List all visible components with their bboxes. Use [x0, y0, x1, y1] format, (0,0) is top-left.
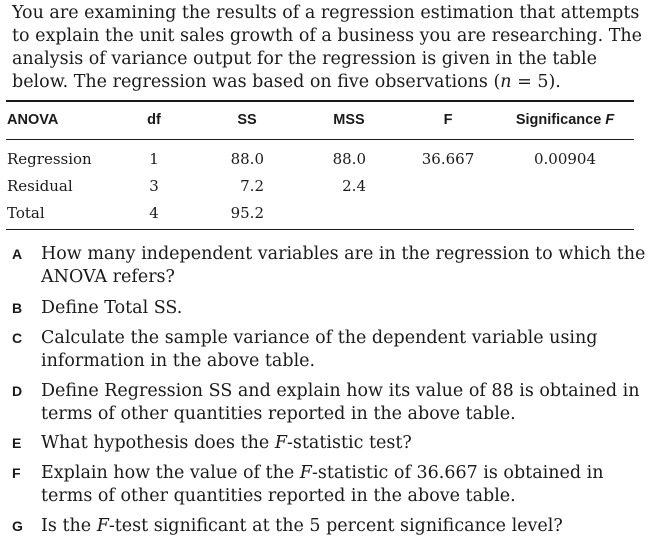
question-e-f-symbol: F — [274, 433, 287, 453]
table-header-rule — [6, 139, 634, 140]
question-e-text — [41, 432, 653, 455]
question-f-post: -statistic of 36.667 is obtained in terms of other quantities reported in the above table. — [41, 463, 604, 506]
problem-intro — [12, 2, 652, 94]
row-total-df: 4 — [149, 204, 159, 222]
question-c-text: Calculate the sample variance of the dependent variable using information in the above table. — [41, 328, 598, 371]
question-e-letter: E — [12, 435, 22, 451]
row-regression-label: Regression — [7, 150, 92, 168]
question-a-text: How many independent variables are in the regression to which the ANOVA refers? — [41, 244, 646, 287]
row-regression-mss: 88.0 — [332, 150, 366, 168]
question-b-text: Define Total SS. — [41, 298, 183, 318]
header-df: df — [147, 112, 161, 128]
question-d-letter: D — [12, 383, 23, 399]
question-c-letter: C — [12, 330, 23, 346]
question-g-f-symbol: F — [96, 516, 109, 536]
header-f: F — [443, 112, 453, 128]
intro-text-1: You are examining the results of a regression estimation that attempts to explain the unit sales growth of a business you are researching. The analysis of variance output for the regression is given in the table below. The regression was based on five observations ( — [12, 3, 643, 92]
question-a-letter: A — [12, 246, 23, 262]
row-residual-mss: 2.4 — [342, 177, 366, 195]
question-f-pre: Explain how the value of the — [41, 463, 300, 483]
header-mss: MSS — [333, 112, 365, 128]
header-anova: ANOVA — [7, 112, 59, 128]
question-g-text — [41, 515, 653, 538]
question-f-f-symbol: F — [299, 463, 312, 483]
question-g-letter: G — [12, 518, 23, 534]
question-g-pre: Is the — [41, 516, 97, 536]
question-b-letter: B — [12, 300, 23, 316]
header-sig-prefix: Significance — [515, 112, 606, 128]
question-f-letter: F — [12, 465, 21, 481]
row-residual-label: Residual — [7, 177, 73, 195]
question-f-text — [41, 462, 653, 508]
row-total-label: Total — [7, 204, 45, 222]
question-d-text: Define Regression SS and explain how its value of 88 is obtained in terms of other quantities reported in the above table. — [41, 381, 640, 424]
row-residual-ss: 7.2 — [240, 177, 264, 195]
question-e-post: -statistic test? — [286, 433, 412, 453]
header-sig-f: F — [605, 112, 615, 128]
question-e-pre: What hypothesis does the — [41, 433, 275, 453]
header-ss: SS — [237, 112, 257, 128]
row-total-ss: 95.2 — [230, 204, 264, 222]
row-regression-df: 1 — [149, 150, 159, 168]
row-residual-df: 3 — [149, 177, 159, 195]
header-significance-f — [500, 111, 630, 129]
row-regression-f: 36.667 — [421, 150, 475, 168]
row-regression-sig: 0.00904 — [533, 150, 597, 168]
question-g-post: -test significant at the 5 percent significance level? — [108, 516, 563, 536]
table-bottom-rule — [6, 229, 634, 230]
table-top-rule — [6, 100, 634, 102]
intro-text-2: = 5). — [511, 72, 561, 92]
row-regression-ss: 88.0 — [230, 150, 264, 168]
intro-n-symbol: n — [500, 72, 512, 92]
